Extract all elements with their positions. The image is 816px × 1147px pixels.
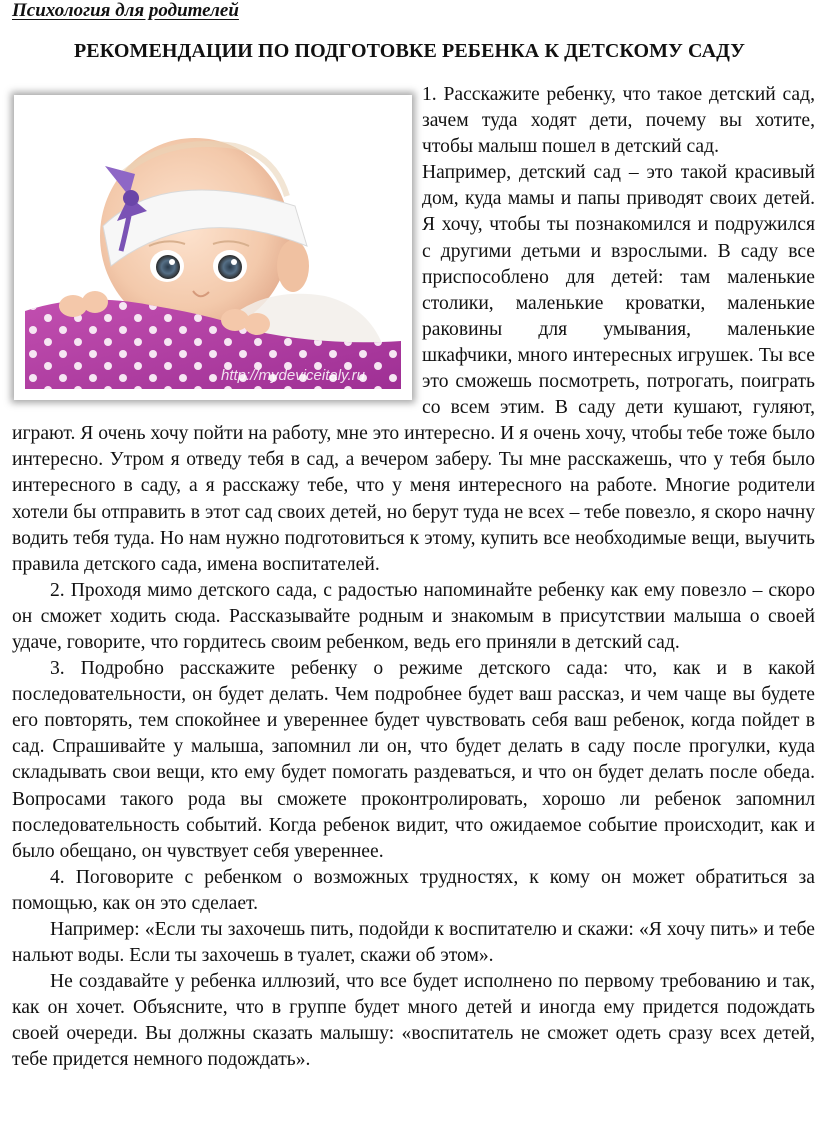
paragraph-4: 4. Поговорите с ребенком о возможных трудностях, к кому он может обратиться за помощью, как он это сделает. [12,866,815,914]
section-header: Психология для родителей [12,0,239,21]
image-spacer [12,82,422,407]
paragraph-2: 2. Проходя мимо детского сада, с радостью напоминайте ребенку как ему повезло – скоро он сможет ходить сюда. Рассказывайте родным и знакомым в присутствии малыша о своей удаче, говорите, что гордитесь своим ребенком, ведь его приняли в детский сад. [12,579,815,653]
paragraph-illusions: Не создавайте у ребенка иллюзий, что все будет исполнено по первому требованию и так, как он хочет. Объясните, что в группе будет много детей и иногда ему придется подождать своей очереди. Вы должны сказать малышу: «воспитатель не сможет одеть сразу всех детей, тебе придется немного подождать». [12,971,815,1071]
article-body [12,82,815,1074]
photo-watermark: http://mydeviceitaly.ru [221,367,365,384]
page-title: РЕКОМЕНДАЦИИ ПО ПОДГОТОВКЕ РЕБЕНКА К ДЕТСКОМУ САДУ [73,40,746,62]
paragraph-example: Например, детский сад – это такой красивый дом, куда мамы и папы приводят своих детей. Я хочу, чтобы ты познакомился и подружился с другими детьми и взрослыми. В саду все приспособлено для детей: там маленькие столики, маленькие кроватки, маленькие раковины для умывания, маленькие шкафчики, много интересных игрушек. Ты все это сможешь посмотреть, потрогать, поиграть со всем этим. В саду дети кушают, гуляют, играют. Я очень хочу пойти на работу, мне это интересно. И я очень хочу, чтобы тебе тоже было интересно. Утром я отведу тебя в сад, а вечером заберу. Ты мне расскажешь, что у тебя было интересного в саду, а я расскажу тебе, что у меня интересного на работе. Многие родители хотели бы отправить в этот сад своих детей, но берут туда не всех – тебе повезло, я скоро начну водить тебя туда. Но нам нужно подготовиться к этому, купить все необходимые вещи, выучить правила детского сада, имена воспитателей. [12,162,815,575]
paragraph-1: 1. Расскажите ребенку, что такое детский сад, зачем туда ходят дети, почему вы хотите, чтобы малыш пошел в детский сад. [422,84,815,158]
paragraph-example-2: Например: «Если ты захочешь пить, подойди к воспитателю и скажи: «Я хочу пить» и тебе нальют воды. Если ты захочешь в туалет, скажи об этом». [12,919,815,967]
paragraph-3: 3. Подробно расскажите ребенку о режиме детского сада: что, как и в какой последовательности, он будет делать. Чем подробнее будет ваш рассказ, и чем чаще вы будете его повторять, тем спокойнее и увереннее будет чувствовать себя ваш ребенок, когда пойдет в сад. Спрашивайте у малыша, запомнил ли он, что будет делать в саду после прогулки, куда складывать свои вещи, кто ему будет помогать раздеваться, и что он будет делать после обеда. Вопросами такого рода вы сможете проконтролировать, хорошо ли ребенок запомнил последовательность событий. Когда ребенок видит, что ожидаемое событие происходит, как и было обещано, он чувствует себя увереннее. [12,658,815,862]
